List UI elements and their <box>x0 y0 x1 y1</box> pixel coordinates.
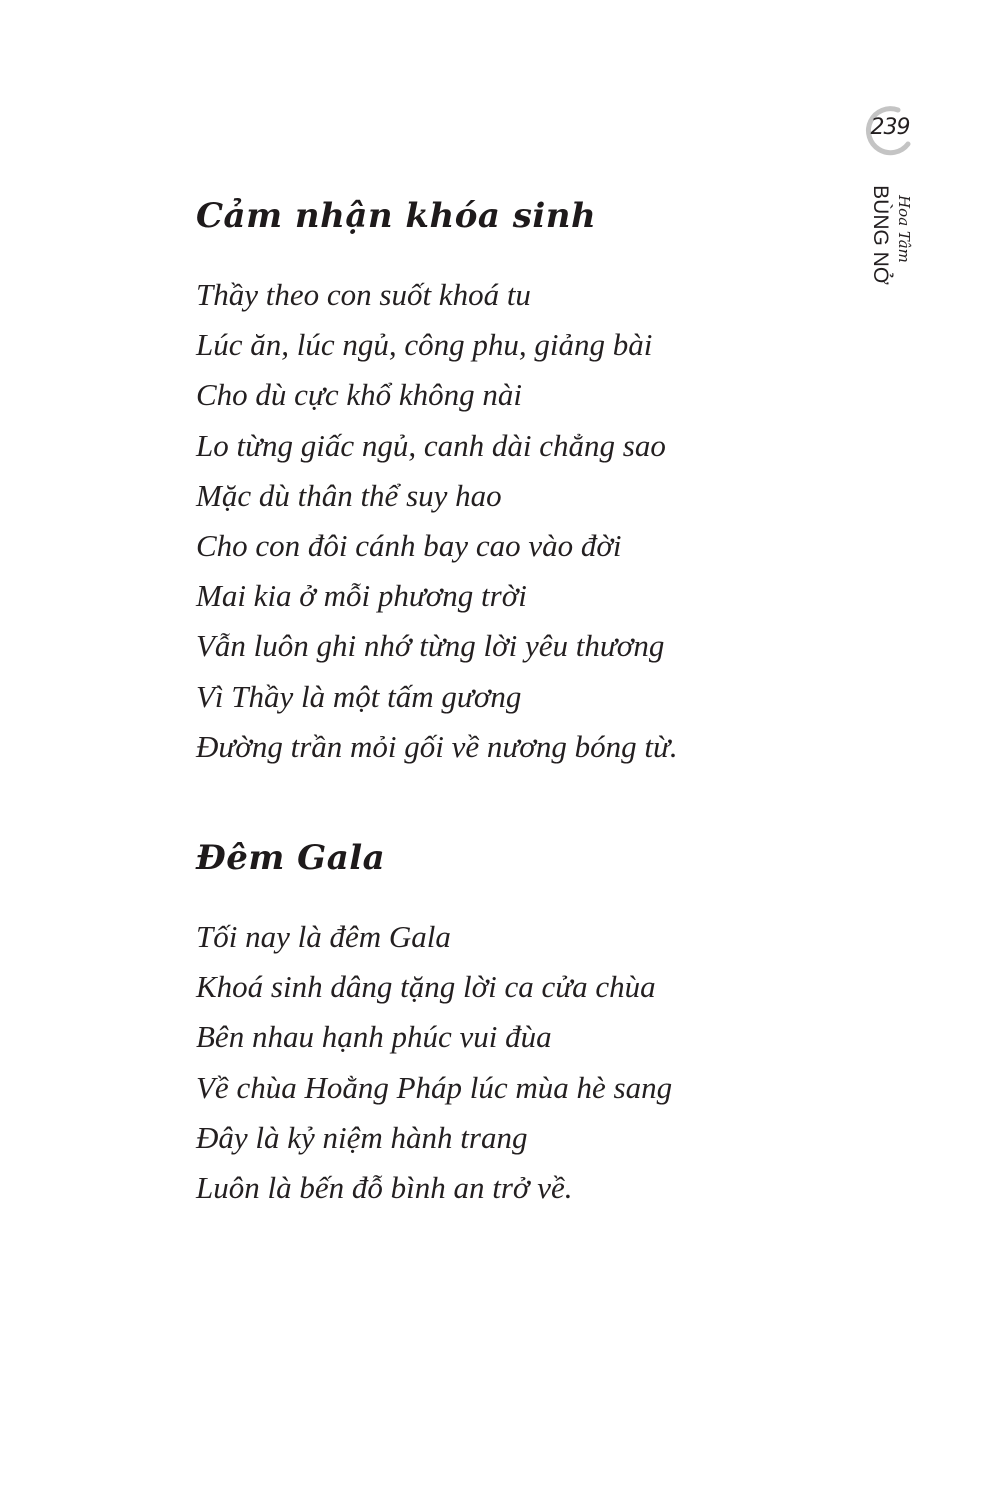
poem-lines <box>196 270 816 772</box>
running-title <box>864 186 926 290</box>
poem-line: Mặc dù thân thể suy hao <box>196 477 502 513</box>
poem-line: Lo từng giấc ngủ, canh dài chẳng sao <box>196 427 666 463</box>
page-number: 239 <box>870 115 910 140</box>
poem-dem-gala <box>196 832 816 1213</box>
poem-line: Bên nhau hạnh phúc vui đùa <box>196 1019 552 1055</box>
poem-line: Tối nay là đêm Gala <box>196 919 451 954</box>
poem-title: Đêm Gala <box>196 838 386 878</box>
page-number-badge <box>862 104 914 156</box>
poem-lines <box>196 912 816 1213</box>
poem-line: Thầy theo con suốt khoá tu <box>196 277 531 312</box>
poem-line: Mai kia ở mỗi phương trời <box>196 578 527 614</box>
poem-line: Về chùa Hoằng Pháp lúc mùa hè sang <box>196 1069 673 1105</box>
poem-cam-nhan-khoa-sinh <box>196 190 816 772</box>
poem-line: Lúc ăn, lúc ngủ, công phu, giảng bài <box>196 327 653 363</box>
poem-line: Cho dù cực khổ không nài <box>196 377 522 413</box>
poem-line: Vẫn luôn ghi nhớ từng lời yêu thương <box>196 628 665 664</box>
running-title-script: Hoa Tâm <box>895 195 913 263</box>
poem-line: Đường trần mỏi gối về nương bóng từ. <box>196 728 678 764</box>
poem-line: Luôn là bến đỗ bình an trở về. <box>196 1169 573 1205</box>
poem-line: Cho con đôi cánh bay cao vào đời <box>196 527 622 563</box>
running-title-main: BÙNG NỞ <box>869 185 892 285</box>
poem-title: Cảm nhận khóa sinh <box>196 196 597 236</box>
poem-line: Khoá sinh dâng tặng lời ca cửa chùa <box>196 969 656 1005</box>
poem-line: Vì Thầy là một tấm gương <box>196 678 522 714</box>
poem-line: Đây là kỷ niệm hành trang <box>196 1119 528 1155</box>
